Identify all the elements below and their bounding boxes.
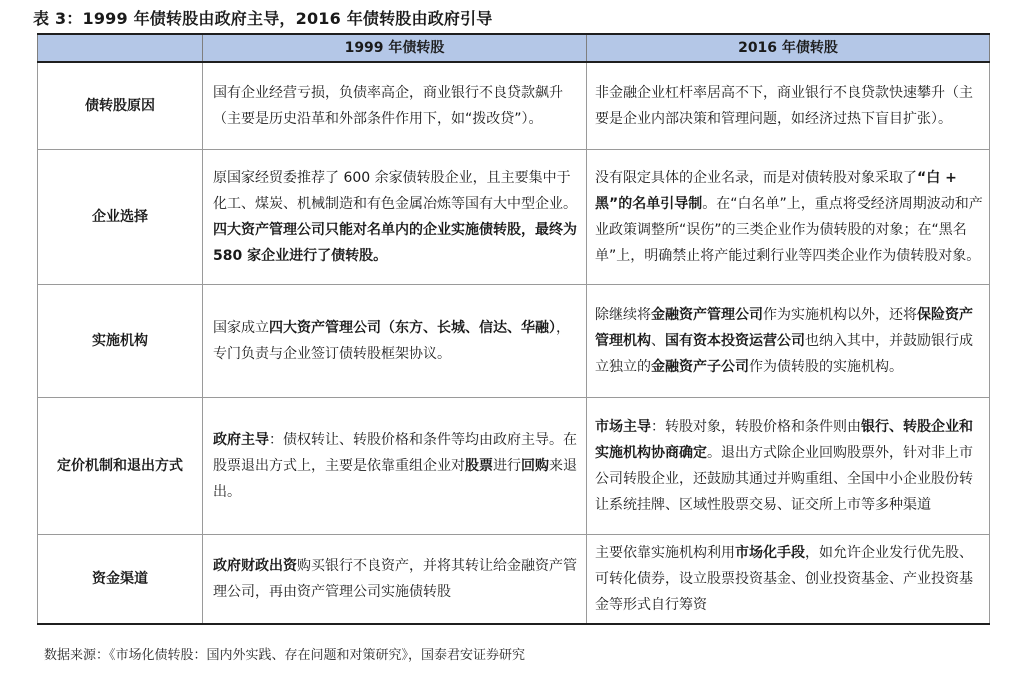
header-2016: 2016 年债转股 [587,34,990,62]
cell-1999 [203,62,587,150]
text-segment: 除继续将 [595,307,651,323]
bold-text-segment: 政府财政出资 [213,558,297,574]
bold-text-segment: 国有资本投资运营公司 [665,333,805,349]
header-corner [38,34,203,62]
table-row [38,62,990,150]
text-segment: 没有限定具体的企业名录，而是对债转股对象采取了 [595,170,917,186]
row-label: 债转股原因 [38,62,203,150]
header-1999: 1999 年债转股 [203,34,587,62]
text-segment: 来退出。 [213,458,577,500]
bold-text-segment: 市场化手段 [735,545,805,561]
bold-text-segment: 四大资产管理公司只能对名单内的企业实施债转股，最终为 580 家企业进行了债转股。 [213,222,577,264]
text-segment: 作为实施机构以外，还将 [763,307,917,323]
row-label: 定价机制和退出方式 [38,398,203,535]
table-row [38,398,990,535]
text-segment: 国家成立 [213,320,269,336]
bold-text-segment: 金融资产子公司 [651,359,749,375]
text-segment: 进行 [493,458,521,474]
bold-text-segment: 股票 [465,458,493,474]
row-label: 资金渠道 [38,535,203,625]
table-caption: 表 3：1999 年债转股由政府主导，2016 年债转股由政府引导 [33,9,493,28]
table-row [38,150,990,285]
text-segment: ：债权转让、转股价格和条件等均由政府主导。在股票退出方式上，主要是依靠重组企业对 [213,432,577,474]
bold-text-segment: 银行、转股企业和实施机构协商确定 [595,419,973,461]
cell-1999 [203,150,587,285]
cell-1999 [203,285,587,398]
text-segment: ，专门负责与企业签订债转股框架协议。 [213,320,570,362]
cell-1999 [203,535,587,625]
table-row [38,535,990,625]
bold-text-segment: 四大资产管理公司（东方、长城、信达、华融） [269,320,556,336]
text-segment: 国有企业经营亏损，负债率高企，商业银行不良贷款飙升（主要是历史沿革和外部条件作用下，如“拨改贷”）。 [213,85,563,127]
text-segment: 作为债转股的实施机构。 [749,359,903,375]
cell-1999 [203,398,587,535]
text-segment: 主要依靠实施机构利用 [595,545,735,561]
bold-text-segment: “白 + 黑”的名单引导制 [595,170,957,212]
row-label: 实施机构 [38,285,203,398]
bold-text-segment: 市场主导 [595,419,651,435]
text-segment: 原国家经贸委推荐了 600 余家债转股企业，且主要集中于化工、煤炭、机械制造和有色金属冶炼等国有大中型企业。 [213,170,577,212]
row-label: 企业选择 [38,150,203,285]
source-note: 数据来源：《市场化债转股：国内外实践、存在问题和对策研究》，国泰君安证券研究 [44,648,526,663]
bold-text-segment: 保险资产管理机构 [595,307,973,349]
text-segment: 非金融企业杠杆率居高不下，商业银行不良贷款快速攀升（主要是企业内部决策和管理问题，如经济过热下盲目扩张）。 [595,85,973,127]
text-segment: ，如允许企业发行优先股、可转化债券，设立股票投资基金、创业投资基金、产业投资基金等形式自行筹资 [595,545,973,613]
text-segment: ：转股对象，转股价格和条件则由 [651,419,861,435]
text-segment: 也纳入其中，并鼓励银行成立独立的 [595,333,973,375]
bold-text-segment: 政府主导 [213,432,269,448]
bold-text-segment: 金融资产管理公司 [651,307,763,323]
cell-2016 [587,398,990,535]
text-segment: 。在“白名单”上，重点将受经济周期波动和产业政策调整所“误伤”的三类企业作为债转股的对象；在“黑名单”上，明确禁止将产能过剩行业等四类企业作为债转股对象。 [595,196,983,264]
table-row [38,285,990,398]
cell-2016 [587,285,990,398]
cell-2016 [587,535,990,625]
comparison-table [37,33,990,625]
text-segment: 。退出方式除企业回购股票外，针对非上市公司转股企业，还鼓励其通过并购重组、全国中小企业股份转让系统挂牌、区域性股票交易、证交所上市等多种渠道 [595,445,973,513]
bold-text-segment: 回购 [521,458,549,474]
text-segment: 、 [651,333,665,349]
text-segment: 购买银行不良资产，并将其转让给金融资产管理公司，再由资产管理公司实施债转股 [213,558,577,600]
cell-2016 [587,62,990,150]
cell-2016 [587,150,990,285]
table-header-row [38,34,990,62]
